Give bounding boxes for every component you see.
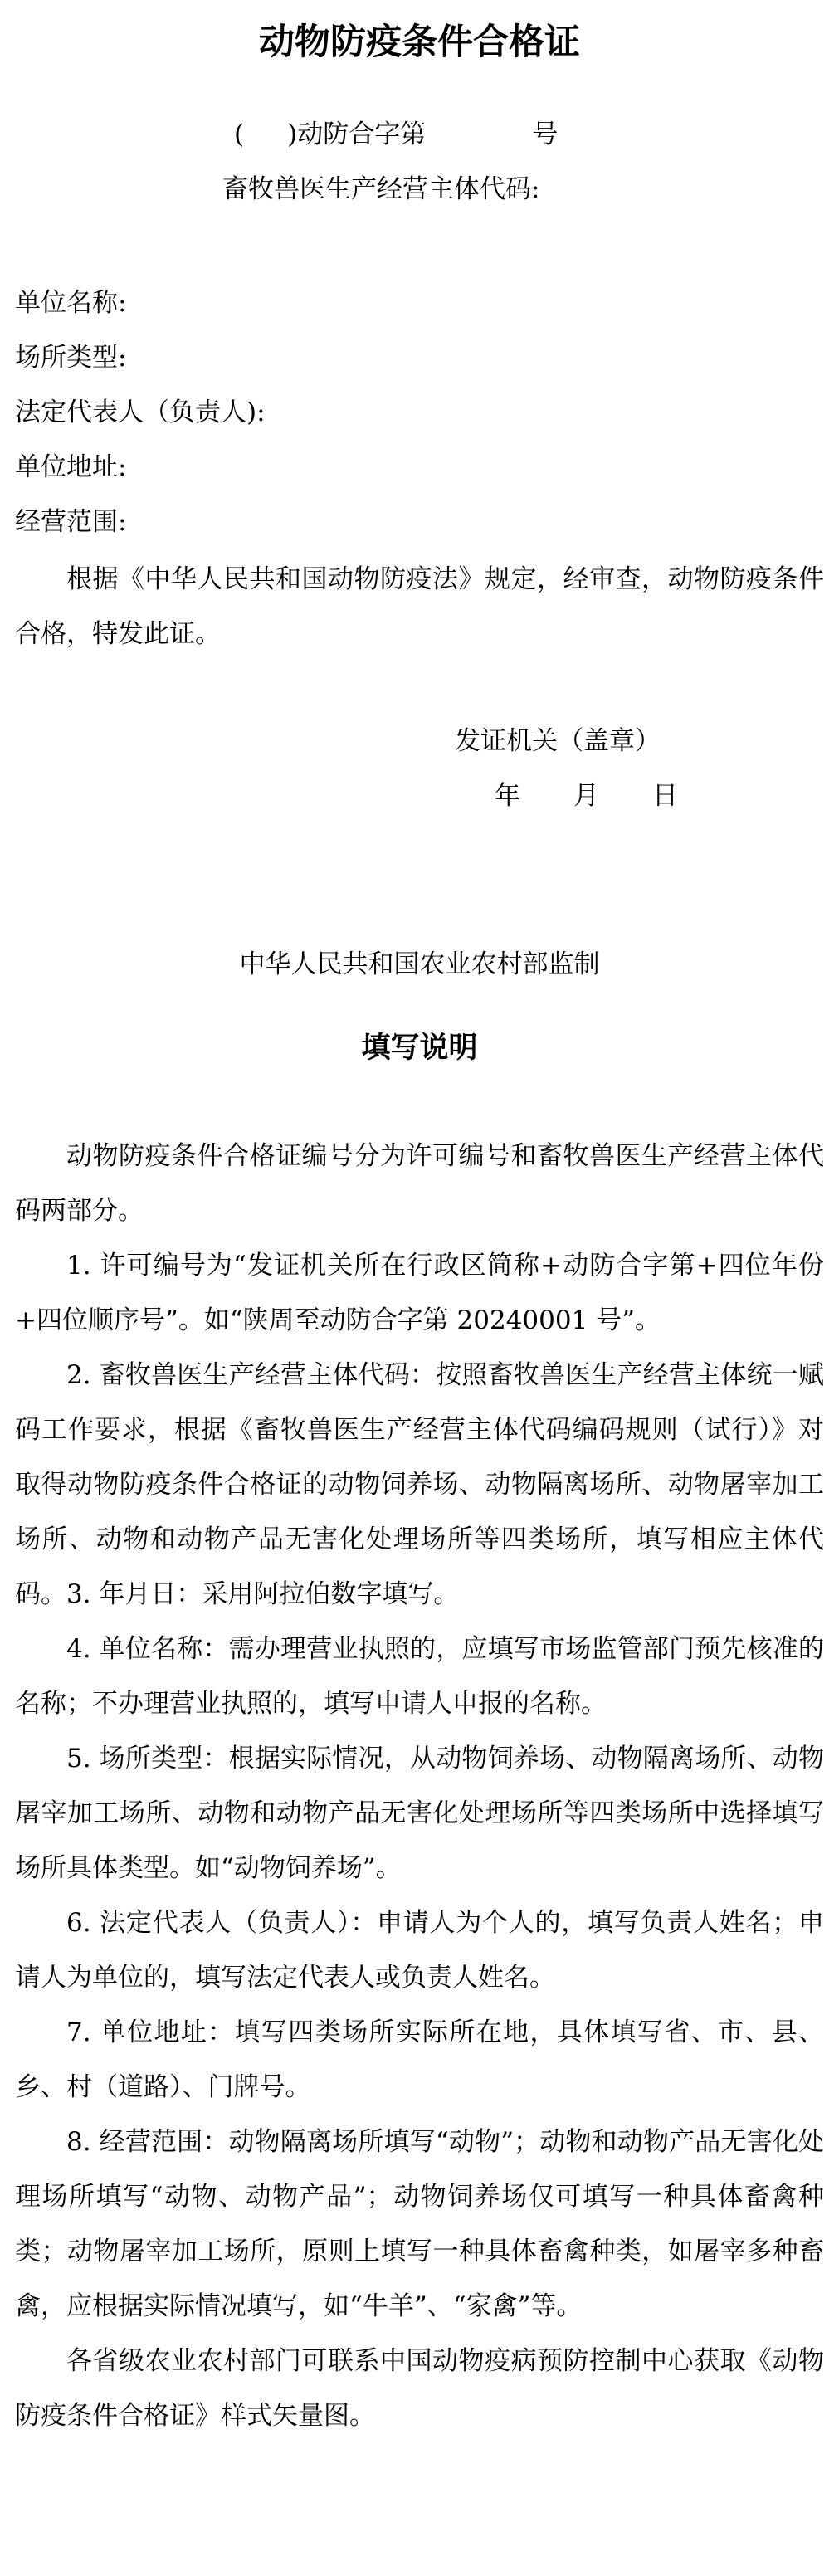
instruction-item: 2. 畜牧兽医生产经营主体代码：按照畜牧兽医生产经营主体统一赋码工作要求，根据《畜牧兽医生产经营主体代码编码规则（试行）》对取得动物防疫条件合格证的动物饲养场、动物隔离场所、动物屠宰加工场所、动物和动物产品无害化处理场所等四类场所，填写相应主体代码。 bbox=[15, 1360, 824, 1609]
unit-name-label: 单位名称: bbox=[15, 288, 127, 318]
instruction-item: 3. 年月日：采用阿拉伯数字填写。 bbox=[66, 1579, 460, 1609]
certificate-statement: 根据《中华人民共和国动物防疫法》规定，经审查，动物防疫条件合格，特发此证。 bbox=[15, 564, 824, 649]
instructions-footer: 各省级农业农村部门可联系中国动物疫病预防控制中心获取《动物防疫条件合格证》样式矢量图。 bbox=[15, 2346, 824, 2431]
issuing-authority: 发证机关（盖章） bbox=[455, 726, 661, 756]
date-month: 月 bbox=[573, 781, 599, 811]
instruction-item: 7. 单位地址：填写四类场所实际所在地，具体填写省、市、县、乡、村（道路）、门牌号。 bbox=[15, 2017, 824, 2102]
number-open-paren: ( bbox=[234, 120, 245, 149]
instruction-item: 5. 场所类型：根据实际情况，从动物饲养场、动物隔离场所、动物屠宰加工场所、动物和动物产品无害化处理场所等四类场所中选择填写场所具体类型。如“动物饲养场”。 bbox=[15, 1744, 824, 1883]
instruction-item: 1. 许可编号为“发证机关所在行政区简称+动防合字第+四位年份+四位顺序号”。如“陕周至动防合字第 20240001 号”。 bbox=[15, 1251, 824, 1335]
issue-date bbox=[495, 779, 678, 812]
supervisor-line: 中华人民共和国农业农村部监制 bbox=[239, 949, 600, 979]
instruction-item: 4. 单位名称：需办理营业执照的，应填写市场监管部门预先核准的名称；不办理营业执照的，填写申请人申报的名称。 bbox=[15, 1634, 824, 1719]
unit-address-label: 单位地址: bbox=[15, 452, 127, 482]
business-scope-label: 经营范围: bbox=[15, 507, 127, 537]
instruction-item: 8. 经营范围：动物隔离场所填写“动物”；动物和动物产品无害化处理场所填写“动物、动物产品”；动物饲养场仅可填写一种具体畜禽种类；动物屠宰加工场所，原则上填写一种具体畜禽种类，如屠宰多种畜禽，应根据实际情况填写，如“牛羊”、“家禽”等。 bbox=[15, 2127, 824, 2321]
date-day: 日 bbox=[652, 781, 678, 811]
entity-code-label: 畜牧兽医生产经营主体代码: bbox=[222, 174, 540, 204]
date-year: 年 bbox=[495, 781, 520, 811]
instructions-intro: 动物防疫条件合格证编号分为许可编号和畜牧兽医生产经营主体代码两部分。 bbox=[15, 1141, 824, 1226]
legal-rep-label: 法定代表人（负责人): bbox=[15, 398, 266, 427]
number-suffix: 号 bbox=[532, 120, 559, 149]
certificate-number-line bbox=[234, 118, 558, 151]
instructions-title: 填写说明 bbox=[361, 1032, 478, 1065]
site-type-label: 场所类型: bbox=[15, 343, 127, 373]
instruction-item: 6. 法定代表人（负责人）：申请人为个人的，填写负责人姓名；申请人为单位的，填写法定代表人或负责人姓名。 bbox=[15, 1908, 824, 1993]
certificate-title: 动物防疫条件合格证 bbox=[259, 22, 580, 63]
number-prefix: )动防合字第 bbox=[287, 120, 427, 149]
